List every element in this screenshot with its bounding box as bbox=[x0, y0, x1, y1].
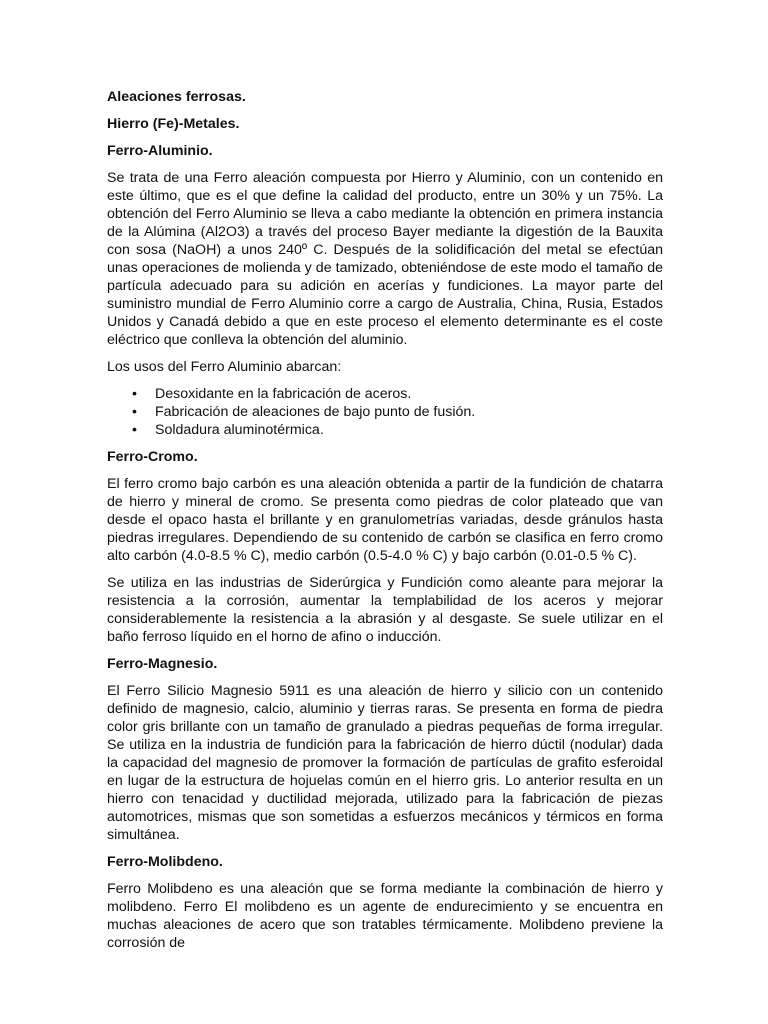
paragraph-aluminio-uses: Los usos del Ferro Aluminio abarcan: bbox=[107, 359, 342, 375]
aluminio-uses-list bbox=[107, 385, 663, 439]
paragraph-cromo-uses: Se utiliza en las industrias de Siderúrgica y Fundición como aleante para mejorar la resistencia a la corrosión, aumentar la templabilidad de los aceros y mejorar considerablemente la resistencia a la abrasión y al desgaste. Se suele utilizar en el baño ferroso líquido en el horno de afino o inducción. bbox=[107, 575, 663, 645]
bullet-marker: • bbox=[132, 404, 137, 420]
list-item-text: Desoxidante en la fabricación de aceros. bbox=[155, 386, 412, 402]
section-heading-aluminio: Ferro-Aluminio. bbox=[107, 143, 213, 159]
paragraph-molibdeno-description: Ferro Molibdeno es una aleación que se forma mediante la combinación de hierro y molibdeno. Ferro El molibdeno es un agente de endurecimiento y se encuentra en muchas aleaciones de acero que son tratables térmicamente. Molibdeno previene la corrosión de bbox=[107, 881, 663, 951]
list-item-text: Fabricación de aleaciones de bajo punto de fusión. bbox=[155, 404, 476, 420]
section-heading-magnesio: Ferro-Magnesio. bbox=[107, 656, 218, 672]
paragraph-aluminio-intro: Se trata de una Ferro aleación compuesta por Hierro y Aluminio, con un contenido en este último, que es el que define la calidad del producto, entre un 30% y un 75%. La obtención del Ferro Aluminio se lleva a cabo mediante la obtención en primera instancia de la Alúmina (Al2O3) a través del proceso Bayer mediante la digestión de la Bauxita con sosa (NaOH) a unos 240º C. Después de la solidificación del metal se efectúan unas operaciones de molienda y de tamizado, obteniéndose de este modo el tamaño de partícula adecuado para su adición en acerías y fundiciones. La mayor parte del suministro mundial de Ferro Aluminio corre a cargo de Australia, China, Rusia, Estados Unidos y Canadá debido a que en este proceso el elemento determinante es el coste eléctrico que conlleva la obtención del aluminio. bbox=[107, 170, 663, 348]
list-item bbox=[132, 385, 663, 403]
document-subtitle: Hierro (Fe)-Metales. bbox=[107, 116, 240, 132]
section-heading-cromo: Ferro-Cromo. bbox=[107, 449, 198, 465]
paragraph-magnesio-description: El Ferro Silicio Magnesio 5911 es una aleación de hierro y silicio con un contenido definido de magnesio, calcio, aluminio y tierras raras. Se presenta en forma de piedra color gris brillante con un tamaño de granulado a piedras pequeñas de forma irregular. Se utiliza en la industria de fundición para la fabricación de hierro dúctil (nodular) dada la capacidad del magnesio de promover la formación de partículas de grafito esferoidal en lugar de la estructura de hojuelas común en el hierro gris. Lo anterior resulta en un hierro con tenacidad y ductilidad mejorada, utilizado para la fabricación de piezas automotrices, mismas que son sometidas a esfuerzos mecánicos y térmicos en forma simultánea. bbox=[107, 683, 663, 843]
document-page bbox=[107, 88, 663, 961]
list-item bbox=[132, 403, 663, 421]
list-item-text: Soldadura aluminotérmica. bbox=[155, 422, 324, 438]
bullet-marker: • bbox=[132, 422, 137, 438]
bullet-marker: • bbox=[132, 386, 137, 402]
section-heading-molibdeno: Ferro-Molibdeno. bbox=[107, 854, 223, 870]
document-title: Aleaciones ferrosas. bbox=[107, 89, 246, 105]
list-item bbox=[132, 421, 663, 439]
paragraph-cromo-description: El ferro cromo bajo carbón es una aleación obtenida a partir de la fundición de chatarra de hierro y mineral de cromo. Se presenta como piedras de color plateado que van desde el opaco hasta el brillante y en granulometrías variadas, desde gránulos hasta piedras irregulares. Dependiendo de su contenido de carbón se clasifica en ferro cromo alto carbón (4.0-8.5 % C), medio carbón (0.5-4.0 % C) y bajo carbón (0.01-0.5 % C). bbox=[107, 476, 663, 564]
